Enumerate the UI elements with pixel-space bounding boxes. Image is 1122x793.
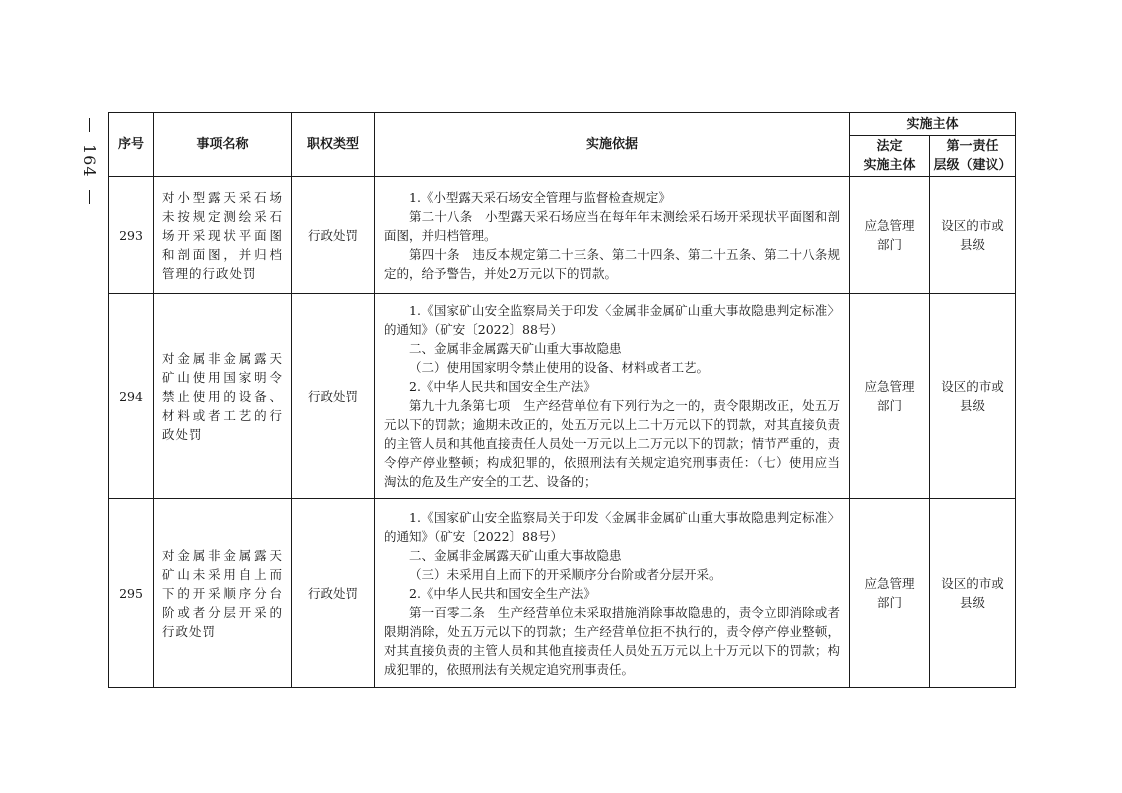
header-name: 事项名称 xyxy=(154,113,292,177)
basis-paragraph: 第九十九条第七项 生产经营单位有下列行为之一的，责令限期改正，处五万元以下的罚款；逾期未改正的，处五万元以上二十万元以下的罚款，对其直接负责的主管人员和其他直接责任人员处一万元以上二万元以下的罚款；情节严重的，责令停产停业整顿；构成犯罪的，依照刑法有关规定追究刑事责任：（七）使用应当淘汰的危及生产安全的工艺、设备的； xyxy=(384,398,840,489)
header-legal-body-line2: 实施主体 xyxy=(863,158,916,173)
table-row xyxy=(109,177,1016,294)
basis-paragraph: 二、金属非金属露天矿山重大事故隐患 xyxy=(409,341,622,356)
row-item-name: 对金属非金属露天矿山未采用自上而下的开采顺序分台阶或者分层开采的行政处罚 xyxy=(154,499,292,688)
row-legal-basis xyxy=(375,499,850,688)
row-seq: 294 xyxy=(109,294,154,499)
row-legal-body xyxy=(850,294,930,499)
row-legal-basis xyxy=(375,294,850,499)
row-legal-body xyxy=(850,499,930,688)
legal-body-line2: 部门 xyxy=(876,237,902,252)
row-authority-type: 行政处罚 xyxy=(292,177,375,294)
header-first-level-line1: 第一责任 xyxy=(946,139,999,154)
table-row xyxy=(109,294,1016,499)
row-item-name: 对小型露天采石场未按规定测绘采石场开采现状平面图和剖面图，并归档管理的行政处罚 xyxy=(154,177,292,294)
legal-body-line2: 部门 xyxy=(876,398,902,413)
basis-paragraph: 第一百零二条 生产经营单位未采取措施消除事故隐患的，责令立即消除或者限期消除，处五万元以下的罚款；生产经营单位拒不执行的，责令停产停业整顿，对其直接负责的主管人员和其他直接责任人员处五万元以上十万元以下的罚款；构成犯罪的，依照刑法有关规定追究刑事责任。 xyxy=(384,604,840,677)
basis-paragraph: 1.《小型露天采石场安全管理与监督检查规定》 xyxy=(409,189,671,205)
header-first-level xyxy=(930,136,1016,177)
first-level-line2: 县级 xyxy=(960,237,986,252)
legal-body-line2: 部门 xyxy=(876,595,902,610)
first-level-line1: 设区的市或 xyxy=(941,379,1004,394)
basis-paragraph: 2.《中华人民共和国安全生产法》 xyxy=(409,379,596,394)
row-first-level xyxy=(930,294,1016,499)
first-level-line2: 县级 xyxy=(960,398,986,413)
header-type: 职权类型 xyxy=(292,113,375,177)
legal-body-line1: 应急管理 xyxy=(864,218,915,233)
header-legal-body xyxy=(850,136,930,177)
basis-paragraph: 第二十八条 小型露天采石场应当在每年年末测绘采石场开采现状平面图和剖面图，并归档管理。 xyxy=(384,208,840,243)
header-subject-group: 实施主体 xyxy=(850,113,1016,136)
first-level-line1: 设区的市或 xyxy=(941,576,1004,591)
row-seq: 293 xyxy=(109,177,154,294)
enforcement-items-table xyxy=(108,112,1016,688)
row-first-level xyxy=(930,499,1016,688)
row-item-name: 对金属非金属露天矿山使用国家明令禁止使用的设备、材料或者工艺的行政处罚 xyxy=(154,294,292,499)
row-authority-type: 行政处罚 xyxy=(292,294,375,499)
row-first-level xyxy=(930,177,1016,294)
legal-body-line1: 应急管理 xyxy=(864,576,915,591)
first-level-line2: 县级 xyxy=(960,595,986,610)
header-legal-body-line1: 法定 xyxy=(876,139,903,154)
page-number-dash-top xyxy=(89,118,90,132)
first-level-line1: 设区的市或 xyxy=(941,218,1004,233)
basis-paragraph: 第四十条 违反本规定第二十三条、第二十四条、第二十五条、第二十八条规定的，给予警告，并处2万元以下的罚款。 xyxy=(384,246,840,281)
basis-paragraph: 2.《中华人民共和国安全生产法》 xyxy=(409,585,596,601)
row-legal-basis xyxy=(375,177,850,294)
basis-paragraph: 1.《国家矿山安全监察局关于印发〈金属非金属矿山重大事故隐患判定标准〉的通知》（矿安〔2022〕88号） xyxy=(384,303,840,337)
header-seq: 序号 xyxy=(109,113,154,177)
basis-paragraph: 二、金属非金属露天矿山重大事故隐患 xyxy=(409,547,622,563)
row-authority-type: 行政处罚 xyxy=(292,499,375,688)
page-number xyxy=(78,118,100,218)
row-legal-body xyxy=(850,177,930,294)
row-seq: 295 xyxy=(109,499,154,688)
header-first-level-line2: 层级（建议） xyxy=(933,158,1012,173)
page-number-dash-bottom xyxy=(89,190,90,204)
legal-body-line1: 应急管理 xyxy=(864,379,915,394)
basis-paragraph: （三）未采用自上而下的开采顺序分台阶或者分层开采。 xyxy=(409,566,722,582)
basis-paragraph: （二）使用国家明令禁止使用的设备、材料或者工艺。 xyxy=(409,360,710,375)
basis-paragraph: 1.《国家矿山安全监察局关于印发〈金属非金属矿山重大事故隐患判定标准〉的通知》（矿安〔2022〕88号） xyxy=(384,509,840,544)
header-basis: 实施依据 xyxy=(375,113,850,177)
page-number-value: 164 xyxy=(80,144,99,178)
table-row xyxy=(109,499,1016,688)
